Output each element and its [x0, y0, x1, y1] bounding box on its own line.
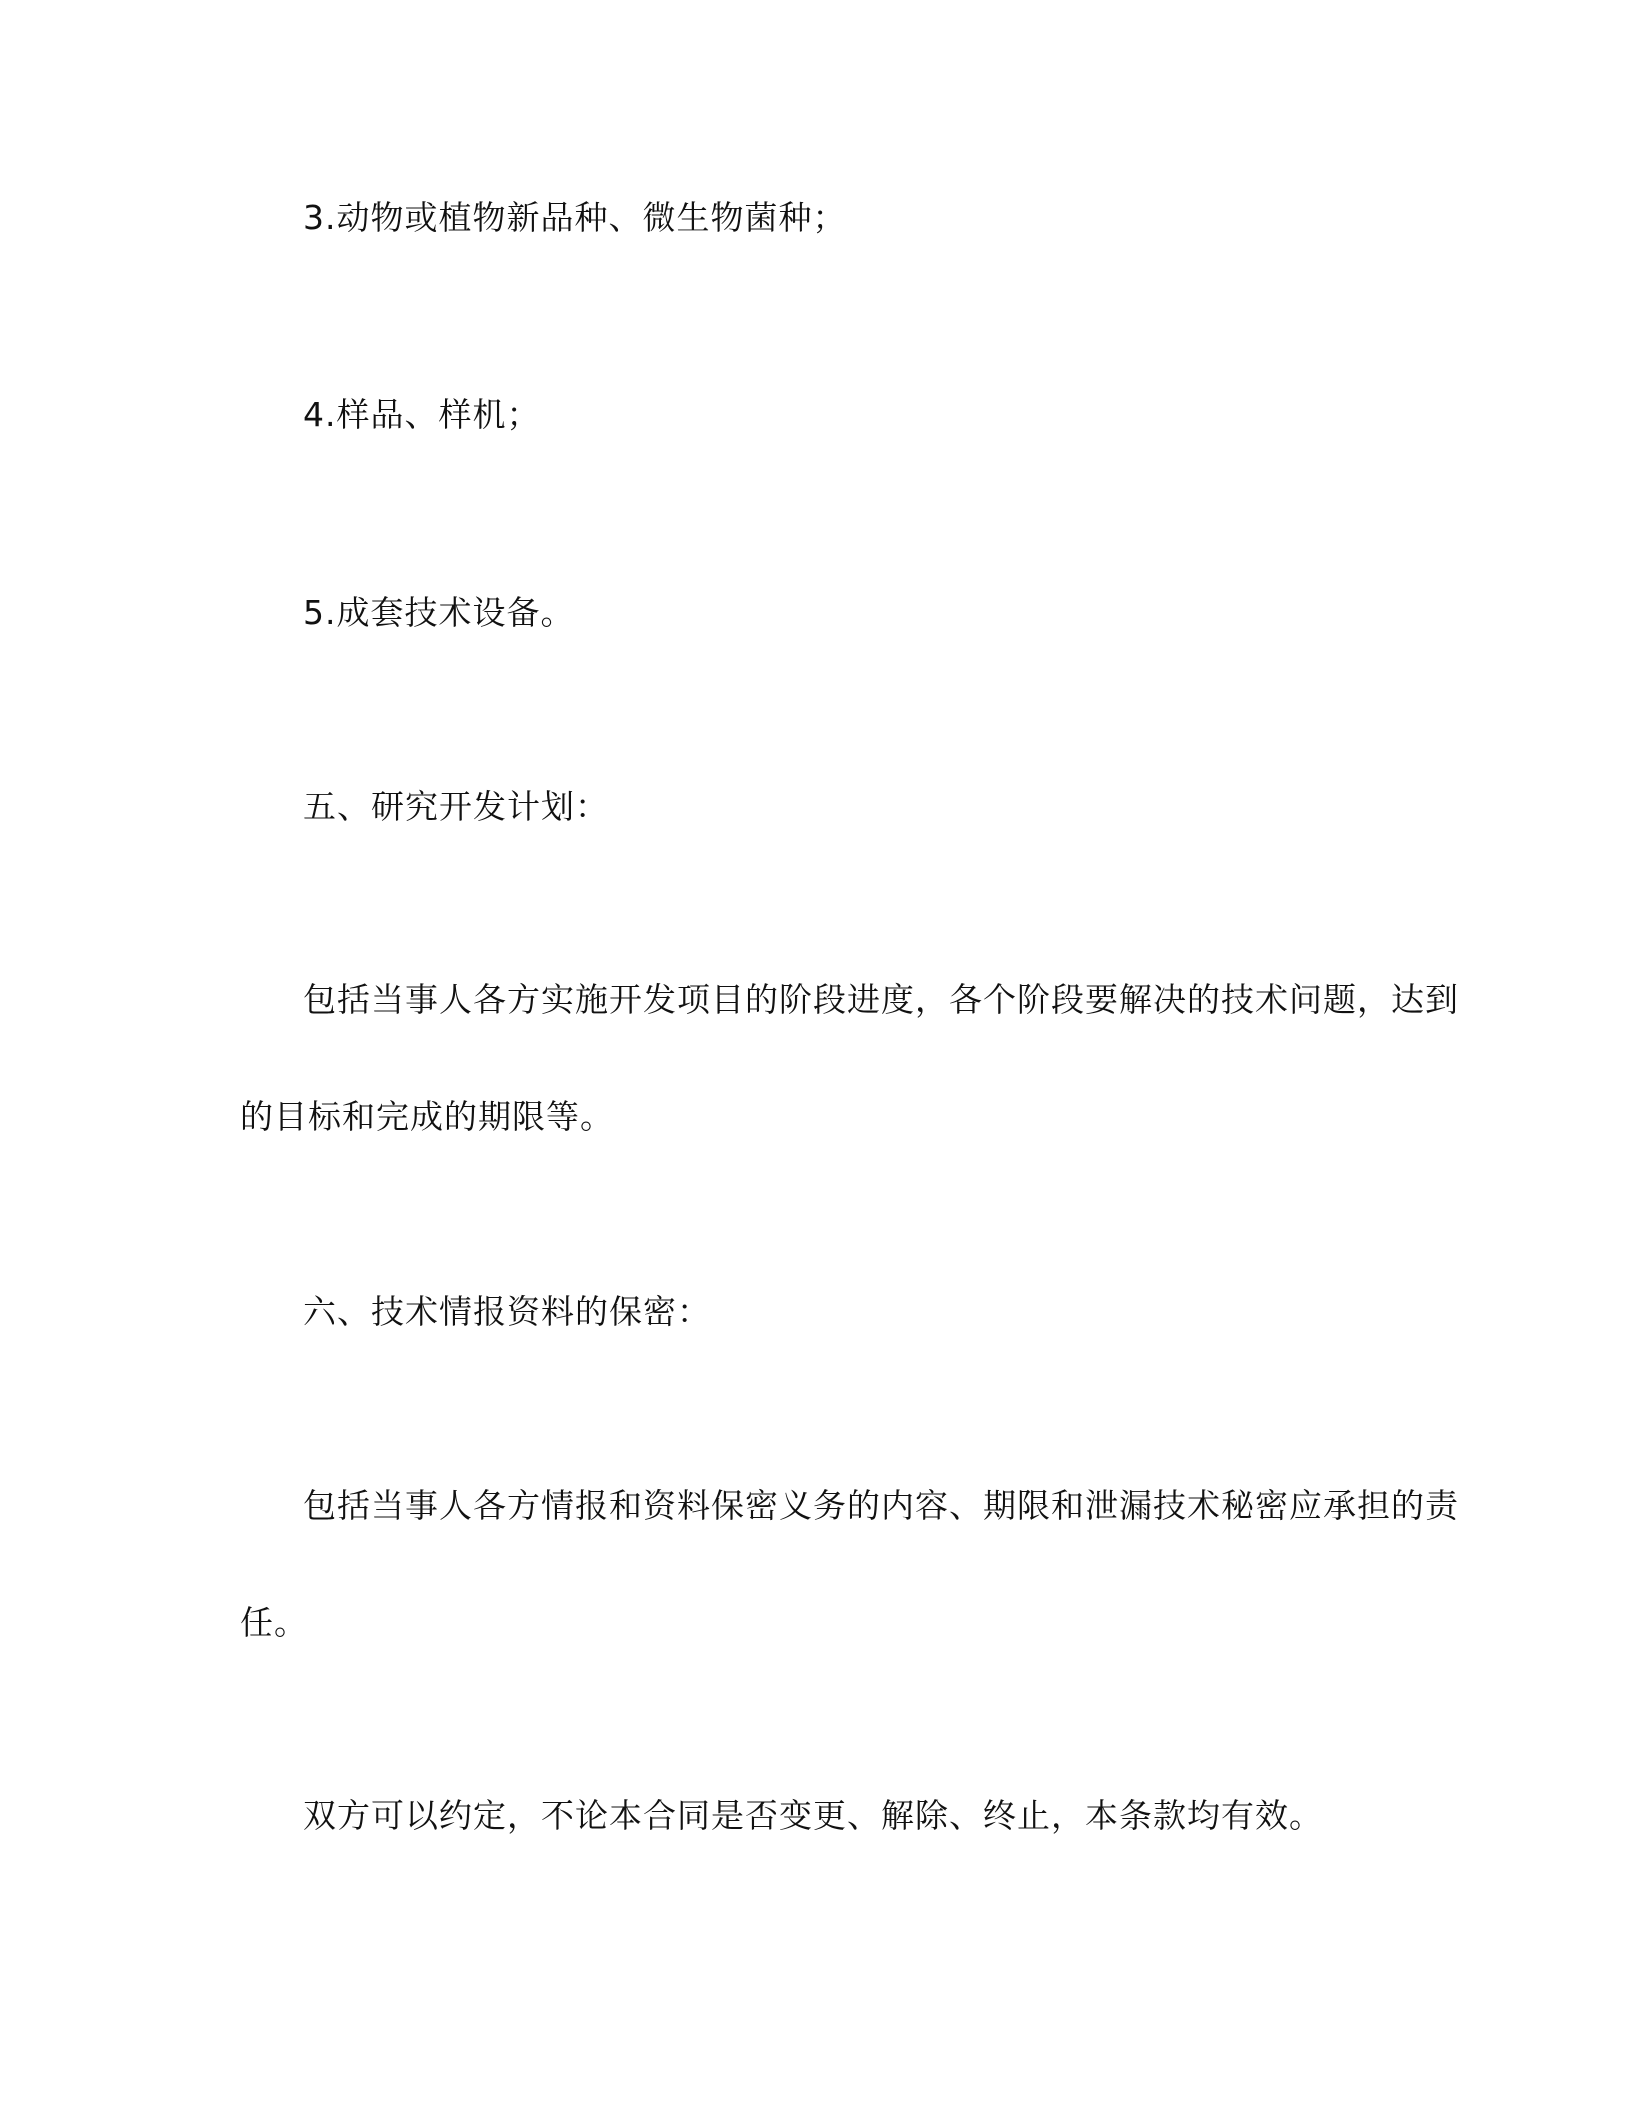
paragraph-confidentiality-line1: 包括当事人各方情报和资料保密义务的内容、期限和泄漏技术秘密应承担的责	[303, 1486, 1459, 1525]
section-heading-confidentiality: 六、技术情报资料的保密：	[303, 1292, 711, 1331]
paragraph-confidentiality-line2: 任。	[240, 1603, 308, 1642]
section-heading-research-plan: 五、研究开发计划：	[303, 787, 609, 826]
list-item-5: 5.成套技术设备。	[303, 593, 575, 632]
paragraph-research-plan-line1: 包括当事人各方实施开发项目的阶段进度，各个阶段要解决的技术问题，达到	[303, 980, 1459, 1019]
list-item-4: 4.样品、样机；	[303, 395, 541, 434]
list-item-3: 3.动物或植物新品种、微生物菌种；	[303, 198, 847, 237]
paragraph-research-plan-line2: 的目标和完成的期限等。	[240, 1097, 614, 1136]
paragraph-validity-clause: 双方可以约定，不论本合同是否变更、解除、终止，本条款均有效。	[303, 1796, 1323, 1835]
